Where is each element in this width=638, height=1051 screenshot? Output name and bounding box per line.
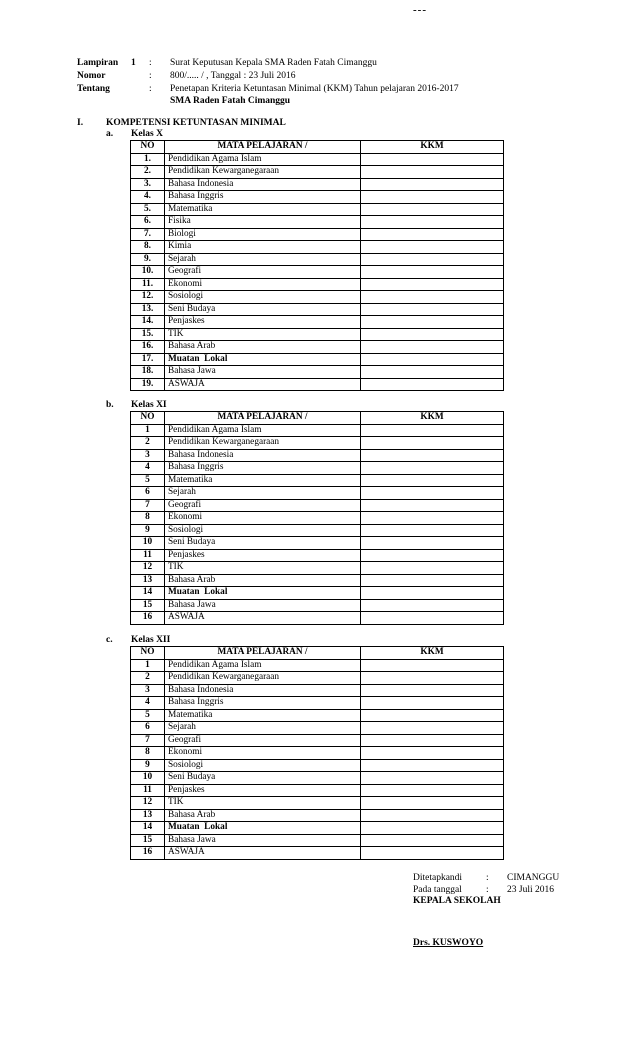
subject-name: Bahasa Inggris (165, 462, 361, 475)
subject-name: Bahasa Inggris (165, 697, 361, 710)
kkm-value-cell (361, 537, 504, 550)
row-number: 9 (131, 759, 165, 772)
kkm-value-cell (361, 303, 504, 316)
kelas-xii-letter: c. (106, 635, 113, 645)
table-row (131, 587, 504, 600)
subject-name: ASWAJA (165, 612, 361, 625)
table-row (131, 303, 504, 316)
kkm-value-cell (361, 549, 504, 562)
table-row (131, 834, 504, 847)
subject-name: Muatan Lokal (165, 587, 361, 600)
row-number: 2 (131, 672, 165, 685)
subject-name: Sejarah (165, 487, 361, 500)
kkm-value-cell (361, 378, 504, 391)
nomor-label: Nomor (77, 71, 106, 81)
table-row (131, 574, 504, 587)
table-row (131, 612, 504, 625)
row-number: 10 (131, 772, 165, 785)
subject-name: Geografi (165, 734, 361, 747)
table-row (131, 266, 504, 279)
table-row (131, 784, 504, 797)
subject-name: Geografi (165, 499, 361, 512)
kkm-value-cell (361, 659, 504, 672)
tentang-label: Tentang (77, 84, 110, 94)
subject-name: TIK (165, 328, 361, 341)
subject-name: Seni Budaya (165, 303, 361, 316)
table-row (131, 512, 504, 525)
col-header-mapel: MATA PELAJARAN / (165, 141, 361, 154)
kkm-value-cell (361, 266, 504, 279)
kkm-table-kelas-x (130, 140, 504, 391)
kelas-x-letter: a. (106, 129, 114, 139)
row-number: 2 (131, 437, 165, 450)
row-number: 12. (131, 291, 165, 304)
row-number: 13 (131, 809, 165, 822)
row-number: 4. (131, 191, 165, 204)
subject-name: Matematika (165, 203, 361, 216)
signatory-name: Drs. KUSWOYO (413, 938, 484, 948)
lampiran-value: Surat Keputusan Kepala SMA Raden Fatah Cimanggu (170, 58, 377, 68)
col-header-no: NO (131, 647, 165, 660)
kkm-value-cell (361, 587, 504, 600)
subject-name: Biologi (165, 228, 361, 241)
subject-name: Penjaskes (165, 784, 361, 797)
table-row (131, 822, 504, 835)
kkm-table-kelas-xii (130, 646, 504, 860)
subject-name: Pendidikan Agama Islam (165, 153, 361, 166)
kkm-value-cell (361, 291, 504, 304)
subject-name: Bahasa Arab (165, 341, 361, 354)
subject-name: Sosiologi (165, 759, 361, 772)
table-row (131, 216, 504, 229)
subject-name: Seni Budaya (165, 537, 361, 550)
row-number: 10. (131, 266, 165, 279)
subject-name: Pendidikan Agama Islam (165, 659, 361, 672)
row-number: 18. (131, 366, 165, 379)
table-row (131, 291, 504, 304)
subject-name: Bahasa Jawa (165, 834, 361, 847)
table-row (131, 449, 504, 462)
row-number: 3 (131, 449, 165, 462)
lampiran-label: Lampiran (77, 58, 119, 68)
tanggal-label: Pada tanggal (413, 885, 462, 895)
subject-name: Seni Budaya (165, 772, 361, 785)
table-row (131, 487, 504, 500)
subject-name: TIK (165, 797, 361, 810)
kkm-value-cell (361, 822, 504, 835)
kkm-value-cell (361, 599, 504, 612)
kkm-value-cell (361, 684, 504, 697)
subject-name: ASWAJA (165, 378, 361, 391)
table-row (131, 722, 504, 735)
row-number: 6 (131, 487, 165, 500)
row-number: 12 (131, 797, 165, 810)
table-row (131, 759, 504, 772)
kkm-value-cell (361, 512, 504, 525)
row-number: 9 (131, 524, 165, 537)
kkm-value-cell (361, 524, 504, 537)
table-row (131, 549, 504, 562)
subject-name: Bahasa Indonesia (165, 684, 361, 697)
table-row (131, 524, 504, 537)
row-number: 13 (131, 574, 165, 587)
subject-name: Bahasa Jawa (165, 366, 361, 379)
kkm-value-cell (361, 166, 504, 179)
row-number: 19. (131, 378, 165, 391)
tentang-value-school: SMA Raden Fatah Cimanggu (170, 96, 291, 106)
subject-name: Sosiologi (165, 291, 361, 304)
row-number: 15 (131, 599, 165, 612)
ditetapkan-label: Ditetapkandi (413, 873, 463, 883)
subject-name: Kimia (165, 241, 361, 254)
col-header-mapel: MATA PELAJARAN / (165, 412, 361, 425)
row-number: 5. (131, 203, 165, 216)
section-number: I. (77, 118, 84, 128)
row-number: 16 (131, 612, 165, 625)
table-row (131, 253, 504, 266)
kkm-value-cell (361, 203, 504, 216)
table-row (131, 316, 504, 329)
row-number: 13. (131, 303, 165, 316)
table-row (131, 672, 504, 685)
subject-name: Muatan Lokal (165, 353, 361, 366)
tentang-colon: : (149, 84, 152, 94)
table-row (131, 797, 504, 810)
kkm-value-cell (361, 574, 504, 587)
row-number: 14. (131, 316, 165, 329)
subject-name: Pendidikan Kewarganegaraan (165, 166, 361, 179)
row-number: 2. (131, 166, 165, 179)
subject-name: Ekonomi (165, 278, 361, 291)
subject-name: Ekonomi (165, 747, 361, 760)
table-header-row (131, 647, 504, 660)
row-number: 12 (131, 562, 165, 575)
kkm-table-kelas-xi (130, 411, 504, 625)
col-header-kkm: KKM (361, 647, 504, 660)
kkm-value-cell (361, 341, 504, 354)
kkm-value-cell (361, 328, 504, 341)
table-row (131, 684, 504, 697)
table-row (131, 659, 504, 672)
row-number: 4 (131, 697, 165, 710)
kkm-value-cell (361, 847, 504, 860)
kkm-value-cell (361, 672, 504, 685)
kkm-value-cell (361, 772, 504, 785)
table-row (131, 562, 504, 575)
subject-name: Penjaskes (165, 549, 361, 562)
subject-name: Penjaskes (165, 316, 361, 329)
kelas-xi-letter: b. (106, 400, 114, 410)
subject-name: ASWAJA (165, 847, 361, 860)
col-header-no: NO (131, 141, 165, 154)
kkm-value-cell (361, 462, 504, 475)
table-row (131, 178, 504, 191)
lampiran-colon: : (149, 58, 152, 68)
row-number: 8. (131, 241, 165, 254)
row-number: 1 (131, 659, 165, 672)
kkm-value-cell (361, 191, 504, 204)
row-number: 14 (131, 587, 165, 600)
table-header-row (131, 412, 504, 425)
row-number: 3 (131, 684, 165, 697)
table-row (131, 153, 504, 166)
kkm-value-cell (361, 278, 504, 291)
table-row (131, 747, 504, 760)
table-row (131, 241, 504, 254)
table-row (131, 366, 504, 379)
row-number: 3. (131, 178, 165, 191)
table-row (131, 328, 504, 341)
kkm-value-cell (361, 722, 504, 735)
table-row (131, 191, 504, 204)
row-number: 8 (131, 747, 165, 760)
subject-name: Sejarah (165, 253, 361, 266)
kkm-value-cell (361, 834, 504, 847)
row-number: 15 (131, 834, 165, 847)
subject-name: Bahasa Inggris (165, 191, 361, 204)
kkm-value-cell (361, 474, 504, 487)
ditetapkan-colon: : (486, 873, 489, 883)
subject-name: Bahasa Indonesia (165, 449, 361, 462)
kkm-value-cell (361, 216, 504, 229)
kkm-value-cell (361, 424, 504, 437)
section-title: KOMPETENSI KETUNTASAN MINIMAL (106, 118, 286, 128)
subject-name: Pendidikan Agama Islam (165, 424, 361, 437)
subject-name: Matematika (165, 474, 361, 487)
table-row (131, 462, 504, 475)
kkm-value-cell (361, 366, 504, 379)
kkm-value-cell (361, 809, 504, 822)
row-number: 16 (131, 847, 165, 860)
table-row (131, 734, 504, 747)
kkm-value-cell (361, 759, 504, 772)
kkm-value-cell (361, 316, 504, 329)
table-row (131, 437, 504, 450)
nomor-value: 800/..... / , Tanggal : 23 Juli 2016 (170, 71, 296, 81)
row-number: 8 (131, 512, 165, 525)
kkm-value-cell (361, 253, 504, 266)
row-number: 6. (131, 216, 165, 229)
kkm-value-cell (361, 499, 504, 512)
row-number: 10 (131, 537, 165, 550)
subject-name: Fisika (165, 216, 361, 229)
kkm-value-cell (361, 562, 504, 575)
kkm-value-cell (361, 784, 504, 797)
tentang-value: Penetapan Kriteria Ketuntasan Minimal (KKM) Tahun pelajaran 2016-2017 (170, 84, 459, 94)
kkm-value-cell (361, 241, 504, 254)
table-row (131, 166, 504, 179)
ditetapkan-value: CIMANGGU (507, 873, 560, 883)
subject-name: Bahasa Jawa (165, 599, 361, 612)
row-number: 16. (131, 341, 165, 354)
table-row (131, 772, 504, 785)
row-number: 5 (131, 709, 165, 722)
page-top-mark: --- (413, 4, 427, 16)
kelas-xii-title: Kelas XII (131, 635, 171, 645)
table-row (131, 809, 504, 822)
table-header-row (131, 141, 504, 154)
table-row (131, 228, 504, 241)
kkm-value-cell (361, 487, 504, 500)
row-number: 11 (131, 549, 165, 562)
row-number: 17. (131, 353, 165, 366)
subject-name: Muatan Lokal (165, 822, 361, 835)
tanggal-value: 23 Juli 2016 (507, 885, 554, 895)
row-number: 11. (131, 278, 165, 291)
kkm-value-cell (361, 228, 504, 241)
table-row (131, 847, 504, 860)
subject-name: Ekonomi (165, 512, 361, 525)
nomor-colon: : (149, 71, 152, 81)
subject-name: Bahasa Arab (165, 809, 361, 822)
row-number: 7 (131, 499, 165, 512)
table-row (131, 537, 504, 550)
row-number: 4 (131, 462, 165, 475)
subject-name: Pendidikan Kewarganegaraan (165, 437, 361, 450)
subject-name: Matematika (165, 709, 361, 722)
subject-name: Bahasa Arab (165, 574, 361, 587)
row-number: 1 (131, 424, 165, 437)
kkm-value-cell (361, 709, 504, 722)
kkm-value-cell (361, 734, 504, 747)
table-row (131, 599, 504, 612)
subject-name: TIK (165, 562, 361, 575)
tanggal-colon: : (486, 885, 489, 895)
table-row (131, 709, 504, 722)
row-number: 11 (131, 784, 165, 797)
subject-name: Pendidikan Kewarganegaraan (165, 672, 361, 685)
kkm-value-cell (361, 353, 504, 366)
subject-name: Sosiologi (165, 524, 361, 537)
subject-name: Geografi (165, 266, 361, 279)
table-row (131, 424, 504, 437)
subject-name: Bahasa Indonesia (165, 178, 361, 191)
signatory-position: KEPALA SEKOLAH (413, 896, 501, 906)
row-number: 7 (131, 734, 165, 747)
row-number: 15. (131, 328, 165, 341)
table-row (131, 203, 504, 216)
kkm-value-cell (361, 153, 504, 166)
kkm-value-cell (361, 797, 504, 810)
row-number: 9. (131, 253, 165, 266)
kkm-value-cell (361, 612, 504, 625)
row-number: 6 (131, 722, 165, 735)
col-header-kkm: KKM (361, 141, 504, 154)
table-row (131, 378, 504, 391)
table-row (131, 278, 504, 291)
lampiran-number: 1 (131, 58, 136, 68)
col-header-no: NO (131, 412, 165, 425)
table-row (131, 697, 504, 710)
table-row (131, 499, 504, 512)
col-header-kkm: KKM (361, 412, 504, 425)
col-header-mapel: MATA PELAJARAN / (165, 647, 361, 660)
row-number: 7. (131, 228, 165, 241)
row-number: 1. (131, 153, 165, 166)
subject-name: Sejarah (165, 722, 361, 735)
kkm-value-cell (361, 449, 504, 462)
table-row (131, 353, 504, 366)
row-number: 14 (131, 822, 165, 835)
kelas-x-title: Kelas X (131, 129, 163, 139)
table-row (131, 341, 504, 354)
row-number: 5 (131, 474, 165, 487)
kkm-value-cell (361, 747, 504, 760)
table-row (131, 474, 504, 487)
kelas-xi-title: Kelas XI (131, 400, 167, 410)
kkm-value-cell (361, 437, 504, 450)
kkm-value-cell (361, 178, 504, 191)
kkm-value-cell (361, 697, 504, 710)
